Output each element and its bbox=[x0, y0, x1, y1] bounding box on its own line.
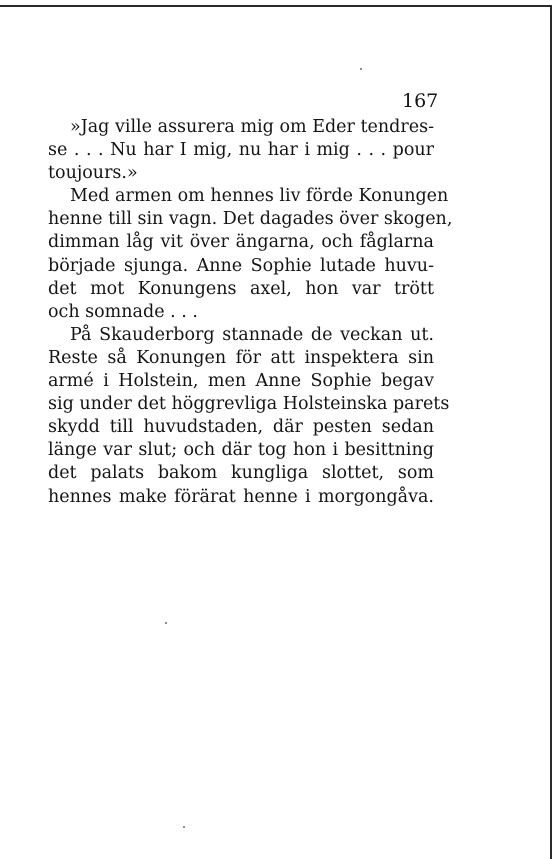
text-line: Med armen om hennes liv förde Konungen bbox=[70, 186, 449, 207]
text-line: det palats bakom kungliga slottet, som bbox=[48, 463, 434, 484]
text-line: dimman låg vit över ängarna, och fåglarna bbox=[48, 232, 434, 253]
text-line: henne till sin vagn. Det dagades över skogen, bbox=[48, 209, 453, 230]
speck bbox=[183, 826, 185, 828]
text-line: skydd till huvudstaden, där pesten sedan bbox=[48, 417, 434, 438]
paragraph bbox=[48, 185, 453, 324]
text-line: se . . . Nu har I mig, nu har i mig . . . pour bbox=[48, 140, 434, 161]
speck bbox=[360, 68, 362, 70]
text-line: började sjunga. Anne Sophie lutade huvu- bbox=[48, 255, 434, 276]
text-line: toujours.» bbox=[48, 163, 138, 184]
page-number: 167 bbox=[402, 90, 439, 112]
top-border-line bbox=[0, 5, 552, 7]
text-line: sig under det höggrevliga Holsteinska parets bbox=[48, 394, 450, 415]
text-line: Reste så Konungen för att inspektera sin bbox=[48, 347, 434, 368]
speck bbox=[165, 622, 167, 624]
paragraph bbox=[48, 324, 450, 509]
text-line: hennes make förärat henne i morgongåva. bbox=[48, 486, 434, 507]
text-line: och somnade . . . bbox=[48, 301, 198, 322]
text-line: »Jag ville assurera mig om Eder tendres- bbox=[70, 117, 434, 137]
body-text bbox=[48, 116, 453, 509]
text-line: armé i Holstein, men Anne Sophie begav bbox=[48, 371, 434, 392]
paragraph bbox=[48, 116, 434, 185]
text-line: länge var slut; och där tog hon i besittning bbox=[48, 440, 434, 461]
text-line: På Skauderborg stannade de veckan ut. bbox=[70, 324, 434, 345]
text-line: det mot Konungens axel, hon var trött bbox=[48, 278, 434, 299]
